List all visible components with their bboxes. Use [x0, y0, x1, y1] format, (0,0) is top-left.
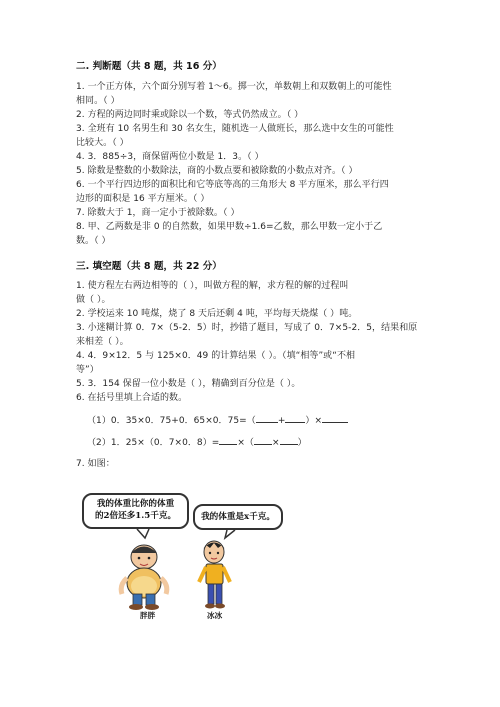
fill-line: 4. 4．9×12．5 与 125×0．49 的计算结果（ ）。（填“相等”或“不相 [76, 351, 356, 361]
judgement-line: 相同。（ ） [76, 96, 120, 106]
chubby-boy-icon [121, 545, 167, 610]
bubble1-line1: 我的体重比你的体重 [96, 499, 175, 509]
fill-line: 5. 3．154 保留一位小数是（ ），精确到百分位是（ ）。 [76, 379, 301, 389]
fill-line: 3. 小迷糊计算 0．7×（5-2．5）时，抄错了题目，写成了 0．7×5-2．5，结果和原 [76, 323, 418, 333]
fill-line: 等”） [76, 365, 99, 375]
bubble-tail-icon [225, 530, 235, 538]
fill-line: 6. 在括号里填上合适的数。 [76, 393, 188, 403]
q6-part1 [87, 413, 348, 427]
judgement-line: 1. 一个正方体，六个面分别写着 1～6。掷一次，单数朝上和双数朝上的可能性 [76, 82, 392, 92]
q6-part2-close: ） [297, 438, 307, 448]
judgement-line: 6. 一个平行四边形的面积比和它等底等高的三角形大 8 平方厘米，那么平行四 [76, 180, 389, 190]
q6-part2 [87, 435, 307, 449]
judgement-line: 3. 全班有 10 名男生和 30 名女生，随机选一人做班长，那么选中女生的可能性 [76, 124, 394, 134]
bubble-tail-icon [137, 529, 149, 538]
q7-label: 7. 如图： [76, 459, 115, 469]
fill-line: 1. 使方程左右两边相等的（ ），叫做方程的解，求方程的解的过程叫 [76, 281, 349, 291]
judgement-line: 比较大。（ ） [76, 138, 129, 148]
answer-blank[interactable] [219, 435, 237, 445]
weight-figure [75, 490, 290, 622]
slim-boy-icon [199, 541, 230, 609]
judgement-line: 2. 方程的两边同时乘或除以一个数，等式仍然成立。（ ） [76, 110, 304, 120]
judgement-line: 4. 3．885÷3，商保留两位小数是 1．3。（ ） [76, 152, 264, 162]
speech-bubble-2: 我的体重是x千克。 [193, 504, 283, 530]
q6-part1-times: ）× [305, 416, 323, 426]
q6-part2-times-paren: ×（ [237, 438, 254, 448]
q6-part1-plus: + [277, 416, 286, 426]
name-label-bingbing: 冰冰 [207, 611, 223, 620]
answer-blank[interactable] [280, 435, 298, 445]
q6-part2-text: （2）1．25×（0．7×0．8）= [87, 438, 220, 448]
judgement-line: 5. 除数是整数的小数除法，商的小数点要和被除数的小数点对齐。（ ） [76, 166, 358, 176]
judgement-line: 数。（ ） [76, 236, 111, 246]
section-title-fill-blank: 三. 填空题（共 8 题，共 22 分） [76, 261, 222, 272]
answer-blank[interactable] [256, 413, 278, 423]
fill-line: 2. 学校运来 10 吨煤，烧了 8 天后还剩 4 吨，平均每天烧煤（ ）吨。 [76, 309, 358, 319]
q6-part1-text: （1）0．35×0．75+0．65×0．75=（ [87, 416, 256, 426]
fill-line: 做（ ）。 [76, 295, 111, 305]
fill-line: 来相差（ ）。 [76, 337, 129, 347]
name-label-pangpang: 胖胖 [140, 611, 156, 620]
answer-blank[interactable] [285, 413, 305, 423]
judgement-line: 7. 除数大于 1，商一定小于被除数。（ ） [76, 208, 240, 218]
judgement-line: 边形的面积是 16 平方厘米。（ ） [76, 194, 210, 204]
q6-part2-times: × [272, 438, 280, 448]
children-illustration [75, 490, 290, 622]
judgement-line: 8. 甲、乙两数是非 0 的自然数，如果甲数÷1.6=乙数，那么甲数一定小于乙 [76, 222, 383, 232]
section-title-judgement: 二. 判断题（共 8 题，共 16 分） [76, 61, 222, 72]
answer-blank[interactable] [254, 435, 272, 445]
answer-blank[interactable] [322, 413, 348, 423]
bubble1-line2: 的2倍还多1.5千克。 [94, 511, 177, 521]
